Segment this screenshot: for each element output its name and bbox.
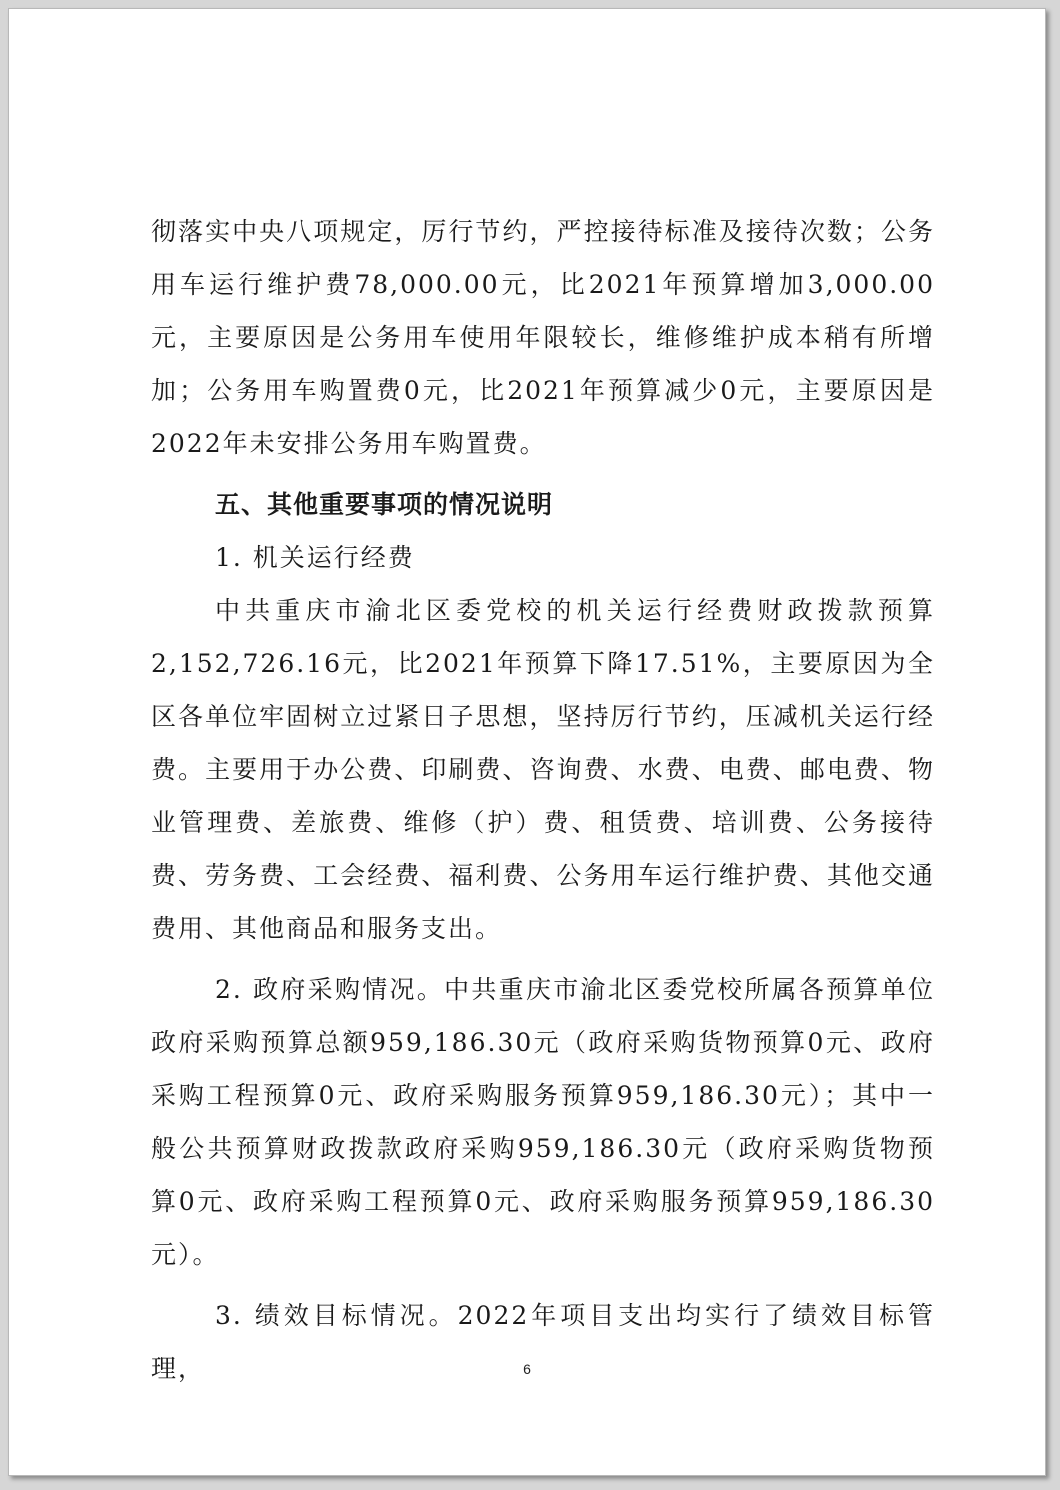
paragraph-performance-targets: 3. 绩效目标情况。2022年项目支出均实行了绩效目标管理， xyxy=(151,1301,935,1383)
section-heading-other-matters: 五、其他重要事项的情况说明 xyxy=(215,490,554,519)
paragraph-government-procurement: 2. 政府采购情况。中共重庆市渝北区委党校所属各预算单位政府采购预算总额959,186.30元（政府采购货物预算0元、政府采购工程预算0元、政府采购服务预算959,186.30元）；其中一般公共预算财政拨款政府采购959,186.30元（政府采购货物预算0元、政府采购工程预算0元、政府采购服务预算959,186.30元）。 xyxy=(151,975,935,1269)
document-page xyxy=(8,8,1046,1476)
subheading-operating-expenses: 1. 机关运行经费 xyxy=(215,543,415,572)
page-number: 6 xyxy=(523,1361,531,1377)
document-body xyxy=(151,205,935,1395)
paragraph-operating-expenses: 中共重庆市渝北区委党校的机关运行经费财政拨款预算2,152,726.16元，比2021年预算下降17.51%，主要原因为全区各单位牢固树立过紧日子思想，坚持厉行节约，压减机关运行经费。主要用于办公费、印刷费、咨询费、水费、电费、邮电费、物业管理费、差旅费、维修（护）费、租赁费、培训费、公务接待费、劳务费、工会经费、福利费、公务用车运行维护费、其他交通费用、其他商品和服务支出。 xyxy=(151,596,935,943)
paragraph-vehicle-costs: 彻落实中央八项规定，厉行节约，严控接待标准及接待次数；公务用车运行维护费78,000.00元，比2021年预算增加3,000.00元，主要原因是公务用车使用年限较长，维修维护成本稍有所增加；公务用车购置费0元，比2021年预算减少0元，主要原因是2022年未安排公务用车购置费。 xyxy=(151,217,935,458)
